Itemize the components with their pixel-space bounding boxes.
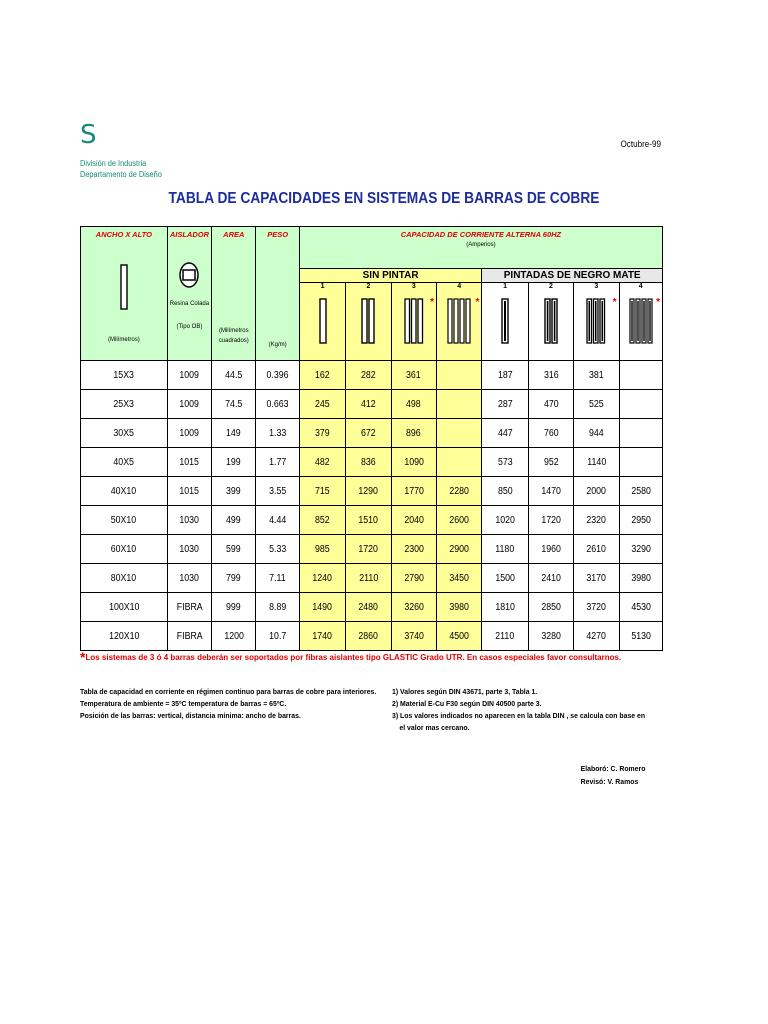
cell-pn-4 (619, 448, 663, 477)
table-row (81, 390, 663, 419)
table-row (81, 361, 663, 390)
cell-area: 499 (212, 506, 256, 535)
header-ancho (81, 227, 168, 361)
header-ancho-label: ANCHO X ALTO (95, 230, 152, 239)
cell-size: 80X10 (81, 564, 168, 593)
cell-aislador: 1009 (167, 361, 211, 390)
table-row (81, 564, 663, 593)
table-row (81, 593, 663, 622)
signature-reviso: Revisó: V. Ramos (580, 777, 638, 786)
header-area (212, 227, 256, 361)
cell-size: 40X10 (81, 477, 168, 506)
cell-area: 199 (212, 448, 256, 477)
red-note-text: Los sistemas de 3 ó 4 barras deberán ser soportados por fibras aislantes tipo GLASTIC Grado UTR. En casos especiales favor consultarnos. (85, 653, 622, 662)
note-asterisk: * (80, 649, 86, 665)
cell-sp-1: 985 (299, 535, 345, 564)
cell-sp-2: 282 (346, 361, 391, 390)
cell-pn-3: 525 (574, 390, 619, 419)
sp-col-3 (391, 283, 436, 361)
cell-sp-4: 4500 (436, 622, 481, 651)
cell-pn-4: 5130 (619, 622, 663, 651)
cell-area: 399 (212, 477, 256, 506)
cell-pn-4: 3980 (619, 564, 663, 593)
bar-count: 3 (594, 283, 599, 290)
table-row (81, 535, 663, 564)
cell-pn-3: 944 (574, 419, 619, 448)
cell-sp-1: 162 (299, 361, 345, 390)
bars-4-icon (447, 298, 471, 344)
cell-size: 50X10 (81, 506, 168, 535)
org-info (80, 158, 162, 180)
sp-col-2 (346, 283, 391, 361)
table-row (81, 506, 663, 535)
cell-sp-1: 379 (299, 419, 345, 448)
company-logo: S (80, 120, 97, 150)
cell-sp-4: 2280 (436, 477, 481, 506)
bar-count: 4 (638, 283, 643, 290)
cell-sp-3: 896 (391, 419, 436, 448)
area-unit-line2: cuadrados) (218, 338, 249, 344)
cell-size: 25X3 (81, 390, 168, 419)
cell-area: 1200 (212, 622, 256, 651)
cell-pn-1: 850 (482, 477, 528, 506)
bar-count: 2 (548, 283, 553, 290)
cell-peso: 1.33 (256, 419, 299, 448)
cell-sp-3: 2790 (391, 564, 436, 593)
cell-pn-4 (619, 419, 663, 448)
cell-sp-1: 715 (299, 477, 345, 506)
bar-count: 4 (457, 283, 462, 290)
cell-aislador: 1030 (167, 564, 211, 593)
note-line: Temperatura de ambiente = 35ºC temperatura de barras = 65ºC. (80, 699, 287, 708)
black-bars-2-icon (544, 298, 558, 344)
cell-peso: 7.11 (256, 564, 299, 593)
cell-aislador: 1015 (167, 477, 211, 506)
bar-count: 2 (366, 283, 371, 290)
black-bars-4-icon (629, 298, 653, 344)
cell-pn-2: 3280 (528, 622, 573, 651)
asterisk-mark: * (656, 297, 660, 308)
cell-area: 999 (212, 593, 256, 622)
bars-3-icon (404, 298, 424, 344)
single-bar-icon (119, 263, 129, 311)
cell-size: 40X5 (81, 448, 168, 477)
cell-aislador: 1030 (167, 535, 211, 564)
note-line: el valor mas cercano. (399, 723, 470, 732)
cell-sp-4 (436, 419, 481, 448)
bar-count: 1 (503, 283, 507, 290)
cell-pn-4: 3290 (619, 535, 663, 564)
cell-pn-1: 1810 (482, 593, 528, 622)
cell-pn-3: 381 (574, 361, 619, 390)
cell-area: 74.5 (212, 390, 256, 419)
cell-sp-1: 245 (299, 390, 345, 419)
cell-sp-4 (436, 361, 481, 390)
cell-sp-3: 498 (391, 390, 436, 419)
header-ancho-unit: (Milímetros) (108, 337, 140, 343)
cell-pn-4: 2950 (619, 506, 663, 535)
notes-right (392, 686, 645, 734)
cell-aislador: 1009 (167, 419, 211, 448)
header-aislador-label: AISLADOR (169, 230, 209, 239)
cell-pn-1: 1020 (482, 506, 528, 535)
cell-sp-1: 1240 (299, 564, 345, 593)
cell-pn-2: 952 (528, 448, 573, 477)
cell-area: 149 (212, 419, 256, 448)
insulator-icon (178, 261, 200, 289)
cell-area: 599 (212, 535, 256, 564)
cell-sp-4 (436, 448, 481, 477)
header-capacidad (299, 227, 662, 269)
cell-sp-3: 2040 (391, 506, 436, 535)
note-line: 2) Material E-Cu F30 según DIN 40500 parte 3. (392, 699, 542, 708)
header-aislador (167, 227, 211, 361)
document-date: Octubre-99 (620, 139, 661, 149)
cell-pn-4: 4530 (619, 593, 663, 622)
table-row (81, 448, 663, 477)
pn-col-4 (619, 283, 663, 361)
cell-aislador: FIBRA (167, 622, 211, 651)
cell-pn-1: 447 (482, 419, 528, 448)
header-peso-label: PESO (267, 230, 289, 239)
cell-sp-2: 1510 (346, 506, 391, 535)
cell-aislador: FIBRA (167, 593, 211, 622)
cell-sp-1: 1490 (299, 593, 345, 622)
cell-peso: 8.89 (256, 593, 299, 622)
cell-sp-1: 852 (299, 506, 345, 535)
cell-pn-2: 2410 (528, 564, 573, 593)
cell-size: 15X3 (81, 361, 168, 390)
header-row-1 (81, 227, 663, 269)
asterisk-mark: * (612, 297, 617, 308)
cell-pn-2: 470 (528, 390, 573, 419)
pn-col-3 (574, 283, 619, 361)
cell-sp-2: 672 (346, 419, 391, 448)
cell-peso: 0.663 (256, 390, 299, 419)
org-division: División de Industria (80, 159, 147, 168)
cell-aislador: 1030 (167, 506, 211, 535)
table-row (81, 419, 663, 448)
cell-pn-3: 3720 (574, 593, 619, 622)
notes-left (80, 686, 376, 722)
cell-size: 30X5 (81, 419, 168, 448)
cell-sp-2: 2110 (346, 564, 391, 593)
cell-sp-2: 412 (346, 390, 391, 419)
table-row (81, 477, 663, 506)
cell-sp-3: 361 (391, 361, 436, 390)
cell-pn-1: 573 (482, 448, 528, 477)
cell-pn-3: 4270 (574, 622, 619, 651)
cell-aislador: 1015 (167, 448, 211, 477)
asterisk-mark: * (430, 297, 434, 308)
cell-peso: 0.396 (256, 361, 299, 390)
cell-sp-4: 2600 (436, 506, 481, 535)
cell-area: 44.5 (212, 361, 256, 390)
cell-pn-3: 2320 (574, 506, 619, 535)
signatures (580, 762, 645, 788)
cell-sp-4: 3450 (436, 564, 481, 593)
red-note (80, 649, 621, 665)
header-sin-pintar: SIN PINTAR (299, 269, 482, 283)
signature-elaboro: Elaboró: C. Romero (580, 764, 645, 773)
insulator-desc: Resina Colada (169, 301, 210, 307)
note-line: Posición de las barras: vertical, distancia mínima: ancho de barras. (80, 711, 301, 720)
cell-sp-4 (436, 390, 481, 419)
cell-sp-3: 1090 (391, 448, 436, 477)
pn-col-2 (528, 283, 573, 361)
cell-pn-2: 1720 (528, 506, 573, 535)
cell-pn-1: 287 (482, 390, 528, 419)
cell-peso: 3.55 (256, 477, 299, 506)
cell-pn-1: 1500 (482, 564, 528, 593)
header-peso (256, 227, 299, 361)
capacity-table (80, 226, 663, 651)
pn-col-1 (482, 283, 528, 361)
cell-size: 100X10 (81, 593, 168, 622)
cell-sp-2: 836 (346, 448, 391, 477)
cell-pn-3: 2610 (574, 535, 619, 564)
cell-sp-2: 2860 (346, 622, 391, 651)
cell-peso: 10.7 (256, 622, 299, 651)
note-line: Tabla de capacidad en corriente en régimen continuo para barras de cobre para interiores. (80, 687, 377, 696)
cell-pn-4 (619, 361, 663, 390)
cell-sp-3: 3740 (391, 622, 436, 651)
cell-sp-2: 1290 (346, 477, 391, 506)
black-bars-3-icon (586, 298, 606, 344)
cell-pn-1: 187 (482, 361, 528, 390)
header-pintadas: PINTADAS DE NEGRO MATE (482, 269, 663, 283)
cell-pn-4: 2580 (619, 477, 663, 506)
sp-col-4 (436, 283, 481, 361)
bar-count: 3 (411, 283, 416, 290)
cell-peso: 1.77 (256, 448, 299, 477)
cell-pn-2: 2850 (528, 593, 573, 622)
cell-sp-1: 482 (299, 448, 345, 477)
cell-area: 799 (212, 564, 256, 593)
cell-pn-3: 1140 (574, 448, 619, 477)
header-area-label: AREA (223, 230, 245, 239)
cell-sp-2: 1720 (346, 535, 391, 564)
cell-peso: 5.33 (256, 535, 299, 564)
insulator-type: (Tipo OB) (176, 324, 203, 330)
header-capacidad-unit: (Amperios) (466, 242, 496, 248)
cell-sp-2: 2480 (346, 593, 391, 622)
cell-pn-1: 1180 (482, 535, 528, 564)
page-title: TABLA DE CAPACIDADES EN SISTEMAS DE BARRAS DE COBRE (168, 190, 600, 207)
table-row (81, 622, 663, 651)
cell-pn-3: 3170 (574, 564, 619, 593)
cell-pn-2: 1470 (528, 477, 573, 506)
note-line: 1) Valores según DIN 43671, parte 3, Tabla 1. (392, 687, 538, 696)
cell-pn-1: 2110 (482, 622, 528, 651)
cell-sp-4: 3980 (436, 593, 481, 622)
cell-sp-3: 3260 (391, 593, 436, 622)
cell-sp-1: 1740 (299, 622, 345, 651)
black-bars-1-icon (500, 298, 510, 344)
cell-size: 60X10 (81, 535, 168, 564)
bar-count: 1 (320, 283, 325, 290)
cell-pn-4 (619, 390, 663, 419)
cell-size: 120X10 (81, 622, 168, 651)
cell-sp-4: 2900 (436, 535, 481, 564)
bars-2-icon (361, 298, 375, 344)
cell-peso: 4.44 (256, 506, 299, 535)
cell-sp-3: 1770 (391, 477, 436, 506)
header-capacidad-label: CAPACIDAD DE CORRIENTE ALTERNA 60HZ (400, 230, 562, 239)
cell-pn-2: 760 (528, 419, 573, 448)
org-department: Departamento de Diseño (80, 170, 162, 179)
sp-col-1 (299, 283, 345, 361)
asterisk-mark: * (475, 297, 480, 308)
peso-unit: (Kg/m) (268, 342, 287, 348)
cell-aislador: 1009 (167, 390, 211, 419)
bars-1-icon (318, 298, 328, 344)
area-unit-line1: (Milímetros (218, 328, 249, 334)
cell-pn-3: 2000 (574, 477, 619, 506)
cell-pn-2: 1960 (528, 535, 573, 564)
cell-pn-2: 316 (528, 361, 573, 390)
cell-sp-3: 2300 (391, 535, 436, 564)
note-line: 3) Los valores indicados no aparecen en la tabla DIN , se calcula con base en (392, 711, 646, 720)
